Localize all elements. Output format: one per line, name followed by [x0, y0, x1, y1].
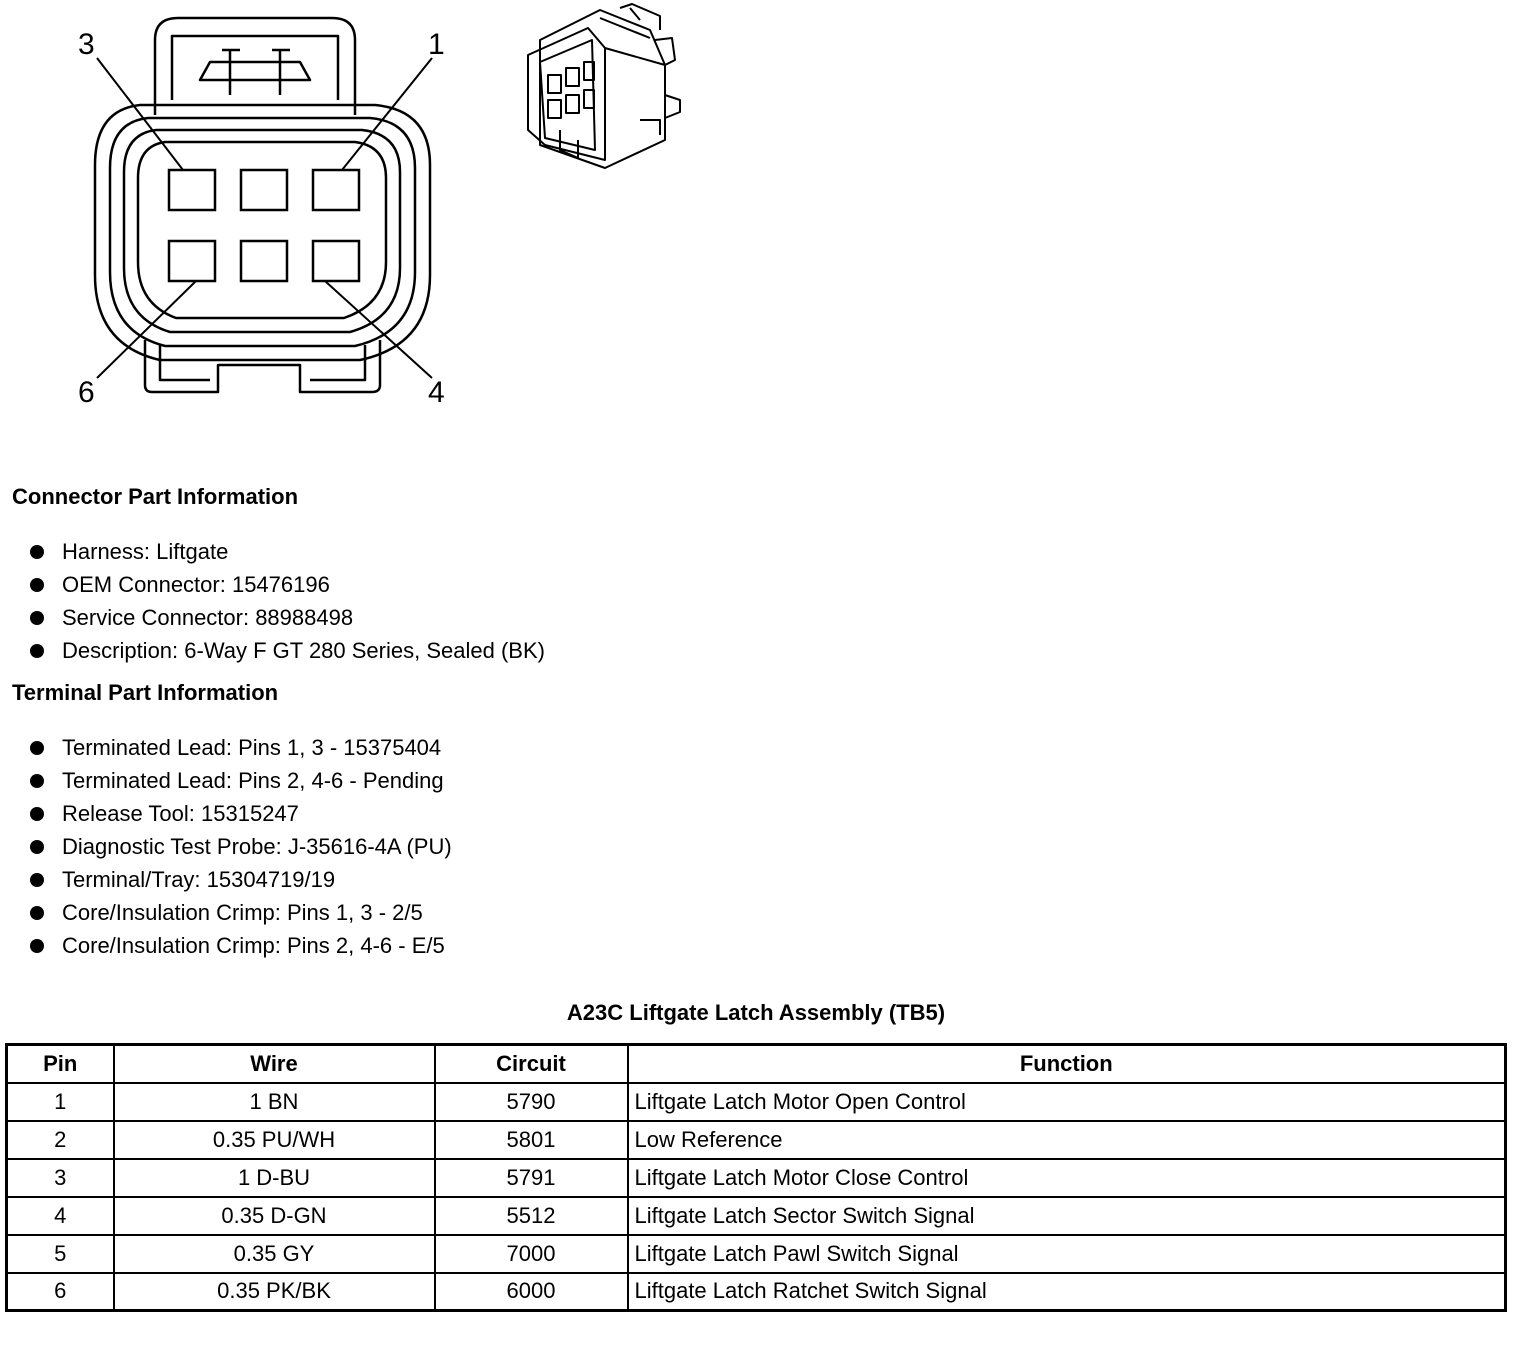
cell-wire: 0.35 PU/WH: [114, 1121, 435, 1159]
cell-circuit: 5801: [435, 1121, 628, 1159]
cavity-2: [241, 170, 287, 210]
list-item: [28, 797, 452, 830]
cavity-6: [169, 241, 215, 281]
pin-label-4: 4: [428, 376, 445, 409]
cell-function: Liftgate Latch Motor Close Control: [628, 1159, 1506, 1197]
terminal-info-list: [28, 731, 452, 962]
connector-diagram: [0, 0, 720, 420]
cell-function: Liftgate Latch Pawl Switch Signal: [628, 1235, 1506, 1273]
list-item: [28, 535, 545, 568]
bullet-icon: [30, 774, 44, 788]
list-item: [28, 764, 452, 797]
bullet-icon: [30, 939, 44, 953]
pin-table-title: A23C Liftgate Latch Assembly (TB5): [566, 1000, 946, 1025]
table-row: [7, 1121, 1506, 1159]
list-item: [28, 601, 545, 634]
connector-info-oem: OEM Connector: 15476196: [62, 572, 330, 597]
header-circuit: Circuit: [435, 1045, 628, 1083]
cell-pin: 4: [7, 1197, 114, 1235]
cell-pin: 3: [7, 1159, 114, 1197]
cell-circuit: 7000: [435, 1235, 628, 1273]
list-item: [28, 568, 545, 601]
table-row: [7, 1083, 1506, 1121]
cell-function: Liftgate Latch Sector Switch Signal: [628, 1197, 1506, 1235]
cell-function: Liftgate Latch Motor Open Control: [628, 1083, 1506, 1121]
table-row: [7, 1159, 1506, 1197]
bullet-icon: [30, 840, 44, 854]
pin-label-6: 6: [78, 376, 95, 409]
cell-wire: 0.35 D-GN: [114, 1197, 435, 1235]
connector-info-heading: Connector Part Information: [12, 484, 299, 509]
cell-circuit: 5791: [435, 1159, 628, 1197]
cell-function: Low Reference: [628, 1121, 1506, 1159]
connector-face-view: [0, 0, 720, 420]
header-wire: Wire: [114, 1045, 435, 1083]
table-row: [7, 1197, 1506, 1235]
table-row: [7, 1273, 1506, 1311]
list-item: [28, 731, 452, 764]
list-item: [28, 863, 452, 896]
connector-info-service: Service Connector: 88988498: [62, 605, 354, 630]
cell-pin: 5: [7, 1235, 114, 1273]
cell-wire: 0.35 PK/BK: [114, 1273, 435, 1311]
header-function: Function: [628, 1045, 1506, 1083]
cell-wire: 1 D-BU: [114, 1159, 435, 1197]
cell-circuit: 5512: [435, 1197, 628, 1235]
bullet-icon: [30, 741, 44, 755]
table-header-row: [7, 1045, 1506, 1083]
connector-info-list: [28, 535, 545, 667]
cell-circuit: 5790: [435, 1083, 628, 1121]
cell-function: Liftgate Latch Ratchet Switch Signal: [628, 1273, 1506, 1311]
cell-wire: 0.35 GY: [114, 1235, 435, 1273]
bullet-icon: [30, 545, 44, 559]
cell-pin: 6: [7, 1273, 114, 1311]
connector-info-description: Description: 6-Way F GT 280 Series, Sealed (BK): [62, 638, 545, 663]
pin-label-1: 1: [428, 28, 445, 61]
terminal-info-crimp-2-4-6: Core/Insulation Crimp: Pins 2, 4-6 - E/5: [62, 933, 445, 958]
list-item: [28, 929, 452, 962]
terminal-info-test-probe: Diagnostic Test Probe: J-35616-4A (PU): [62, 834, 452, 859]
bullet-icon: [30, 578, 44, 592]
bullet-icon: [30, 906, 44, 920]
pinout-table: [5, 1043, 1507, 1312]
cavity-4: [313, 241, 359, 281]
bullet-icon: [30, 873, 44, 887]
cell-pin: 1: [7, 1083, 114, 1121]
cell-wire: 1 BN: [114, 1083, 435, 1121]
terminal-info-crimp-1-3: Core/Insulation Crimp: Pins 1, 3 - 2/5: [62, 900, 423, 925]
pin-label-3: 3: [78, 28, 95, 61]
list-item: [28, 896, 452, 929]
terminal-info-heading: Terminal Part Information: [12, 680, 279, 705]
cavity-5: [241, 241, 287, 281]
bullet-icon: [30, 807, 44, 821]
cavity-1: [313, 170, 359, 210]
cell-circuit: 6000: [435, 1273, 628, 1311]
terminal-info-lead-2-4-6: Terminated Lead: Pins 2, 4-6 - Pending: [62, 768, 444, 793]
terminal-info-release-tool: Release Tool: 15315247: [62, 801, 299, 826]
list-item: [28, 634, 545, 667]
bullet-icon: [30, 644, 44, 658]
bullet-icon: [30, 611, 44, 625]
table-row: [7, 1235, 1506, 1273]
header-pin: Pin: [7, 1045, 114, 1083]
terminal-info-tray: Terminal/Tray: 15304719/19: [62, 867, 336, 892]
list-item: [28, 830, 452, 863]
cavity-3: [169, 170, 215, 210]
connector-info-harness: Harness: Liftgate: [62, 539, 229, 564]
connector-iso-view: [528, 4, 680, 168]
terminal-info-lead-1-3: Terminated Lead: Pins 1, 3 - 15375404: [62, 735, 442, 760]
cell-pin: 2: [7, 1121, 114, 1159]
